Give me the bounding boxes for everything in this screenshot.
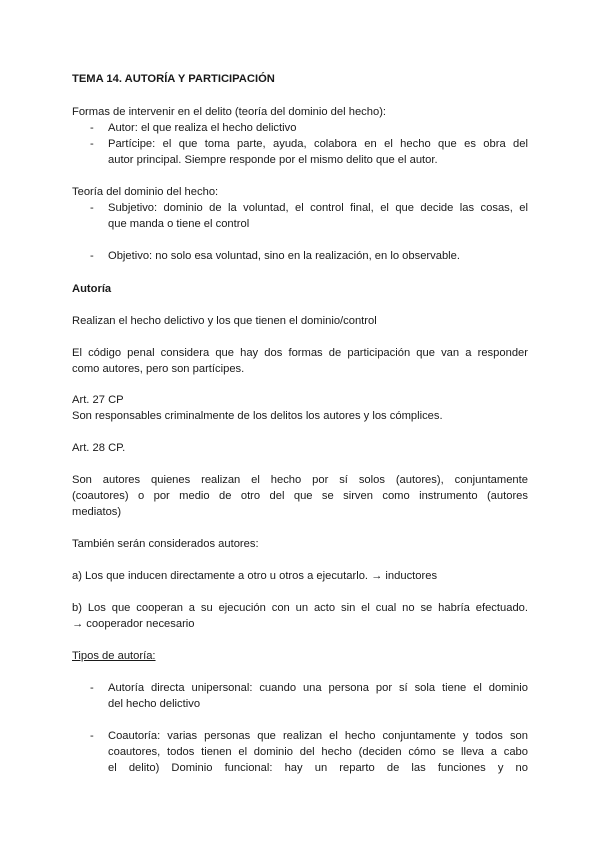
- list-item-text: Subjetivo: dominio de la voluntad, el control final, el que decide las cosas, el: [108, 202, 528, 214]
- list-item-text: Autoría directa unipersonal: cuando una persona por sí sola tiene el dominio: [108, 682, 528, 694]
- paragraph: El código penal considera que hay dos formas de participación que van a responder: [72, 347, 528, 359]
- list-item-text: que manda o tiene el control: [108, 218, 250, 230]
- article-text: Son autores quienes realizan el hecho por sí solos (autores), conjuntamente: [72, 474, 528, 486]
- list-dash: -: [90, 202, 94, 214]
- list-item-text: coautores, todos tienen el dominio del hecho (deciden cómo se lleva a cabo: [108, 746, 528, 758]
- paragraph: a) Los que inducen directamente a otro u otros a ejecutarlo. → inductores: [72, 570, 438, 582]
- list-item-text: del hecho delictivo: [108, 698, 201, 710]
- list-item-text: autor principal. Siempre responde por el mismo delito que el autor.: [108, 154, 438, 166]
- paragraph: Realizan el hecho delictivo y los que tienen el dominio/control: [72, 315, 377, 327]
- paragraph: → cooperador necesario: [72, 618, 195, 630]
- teoria-heading: Teoría del dominio del hecho:: [72, 186, 219, 198]
- article-text: mediatos): [72, 506, 122, 518]
- paragraph: como autores, pero son partícipes.: [72, 363, 245, 375]
- list-item-text: Partícipe: el que toma parte, ayuda, colabora en el hecho que es obra del: [108, 138, 528, 150]
- article-text: (coautores) o por medio de otro del que se sirven como instrumento (autores: [72, 490, 528, 502]
- list-dash: -: [90, 138, 94, 150]
- list-dash: -: [90, 682, 94, 694]
- list-item-text: Objetivo: no solo esa voluntad, sino en la realización, en lo observable.: [108, 250, 461, 262]
- article-title: Art. 28 CP.: [72, 442, 126, 454]
- list-item-text: Autor: el que realiza el hecho delictivo: [108, 122, 297, 134]
- list-item-text: el delito) Dominio funcional: hay un reparto de las funciones y no: [108, 762, 528, 774]
- intro-heading: Formas de intervenir en el delito (teoría del dominio del hecho):: [72, 106, 387, 118]
- paragraph: También serán considerados autores:: [72, 538, 259, 550]
- list-dash: -: [90, 122, 94, 134]
- list-item-text: Coautoría: varias personas que realizan el hecho conjuntamente y todos son: [108, 730, 528, 742]
- tipos-heading: Tipos de autoría:: [72, 650, 156, 662]
- document-title: TEMA 14. AUTORÍA Y PARTICIPACIÓN: [72, 73, 275, 85]
- list-dash: -: [90, 250, 94, 262]
- paragraph: b) Los que cooperan a su ejecución con un acto sin el cual no se habría efectuado.: [72, 602, 528, 614]
- list-dash: -: [90, 730, 94, 742]
- section-heading-autoria: Autoría: [72, 283, 112, 295]
- article-text: Son responsables criminalmente de los delitos los autores y los cómplices.: [72, 410, 443, 422]
- article-title: Art. 27 CP: [72, 394, 124, 406]
